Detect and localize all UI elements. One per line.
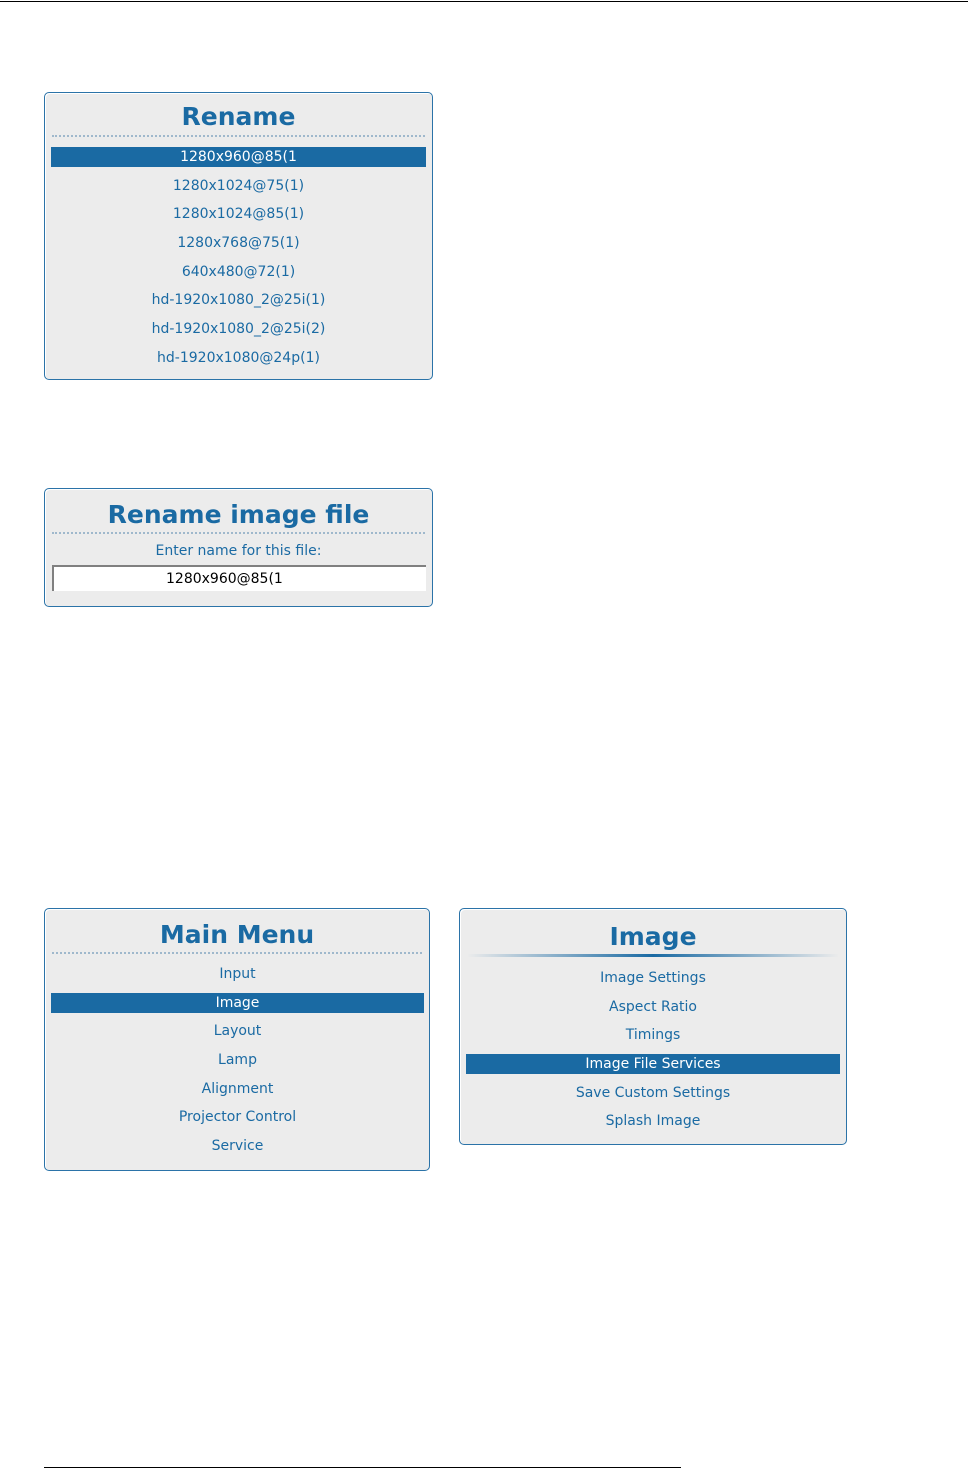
menu-item-lamp[interactable]: Lamp [218,1052,257,1069]
rename-image-file-title: Rename image file [107,500,370,529]
menu-item-service[interactable]: Service [211,1138,264,1155]
title-separator [52,135,425,137]
menu-item-aspect-ratio[interactable]: Aspect Ratio [609,998,697,1015]
menu-item-projector-control[interactable]: Projector Control [178,1109,297,1126]
rename-item[interactable]: hd-1920x1080_2@25i(2) [151,321,326,338]
menu-item-layout[interactable]: Layout [213,1023,262,1040]
rename-image-file-panel [44,488,433,607]
rename-panel [44,92,433,380]
rename-item[interactable]: 640x480@72(1) [181,263,296,280]
menu-item-alignment[interactable]: Alignment [201,1080,274,1097]
rename-title: Rename [181,102,296,131]
main-menu-list [45,964,429,1156]
image-menu-list [460,968,846,1131]
main-menu-title: Main Menu [159,920,315,949]
rename-item[interactable]: hd-1920x1080@24p(1) [157,349,320,366]
rename-item[interactable]: hd-1920x1080_2@25i(1) [151,292,326,309]
menu-item-image-file-services[interactable]: Image File Services [466,1054,840,1074]
menu-item-save-custom-settings[interactable]: Save Custom Settings [575,1084,731,1101]
menu-item-input[interactable]: Input [219,966,256,982]
rename-file-list [45,147,432,368]
filename-prompt: Enter name for this file: [155,543,322,559]
main-menu-panel [44,908,430,1171]
menu-item-splash-image[interactable]: Splash Image [605,1113,701,1130]
page-bottom-rule [44,1467,681,1468]
rename-item[interactable]: 1280x1024@75(1) [172,177,305,194]
rename-item[interactable]: 1280x768@75(1) [177,235,300,252]
rename-item[interactable]: 1280x960@85(1 [51,147,426,167]
image-menu-panel [459,908,847,1145]
image-menu-title: Image [609,922,697,951]
menu-item-image-settings[interactable]: Image Settings [600,970,706,986]
filename-input[interactable] [52,565,426,591]
rename-item[interactable]: 1280x1024@85(1) [172,206,305,223]
title-separator [467,954,839,957]
title-separator [52,952,422,954]
title-separator [52,532,425,534]
menu-item-timings[interactable]: Timings [625,1027,681,1044]
menu-item-image[interactable]: Image [51,993,424,1013]
page-top-rule [0,1,968,2]
